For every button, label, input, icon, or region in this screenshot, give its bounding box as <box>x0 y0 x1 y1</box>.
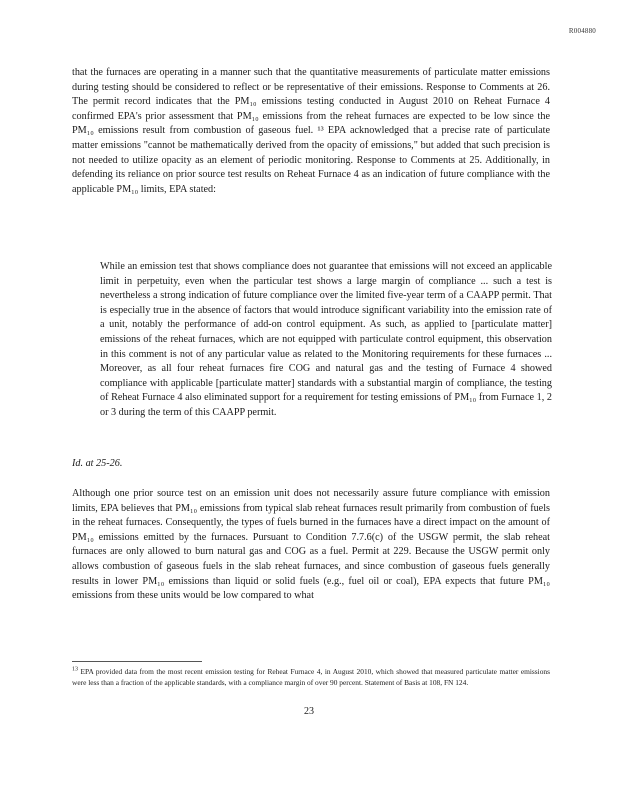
bates-number: R004880 <box>568 27 596 35</box>
footnote-text: EPA provided data from the most recent emission testing for Reheat Furnace 4, in August 2010, which showed that measured particulate matter emissions were less than a fraction of the applicable standards, with a compliance margin of over 90 percent. Statement of Basis at 108, FN 124. <box>72 667 550 687</box>
footnote-13 <box>72 667 550 688</box>
body-paragraph-2: Although one prior source test on an emission unit does not necessarily assure future compliance with emission limits, EPA believes that PM₁₀ emissions from typical slab reheat furnaces result primarily from combustion of fuels in the reheat furnaces. Consequently, the types of fuels burned in the furnaces have a direct impact on the amount of PM₁₀ emissions emitted by the furnaces. Pursuant to Condition 7.7.6(c) of the USGW permit, the slab reheat furnaces are only allowed to burn natural gas and COG as a fuel. Permit at 229. Because the USGW permit only allows combustion of gaseous fuels in the slab reheat furnaces, and since combustion of gaseous fuels generally results in lower PM₁₀ emissions than liquid or solid fuels (e.g., fuel oil or coal), EPA expects that future PM₁₀ emissions from these units would be low compared to what <box>72 488 550 602</box>
quote-citation <box>72 458 122 469</box>
footnote-separator <box>72 661 202 662</box>
citation-text: Id. at 25-26. <box>72 458 123 469</box>
page-number: 23 <box>304 706 314 717</box>
body-paragraph-1: that the furnaces are operating in a manner such that the quantitative measurements of particulate matter emissions during testing should be considered to reflect or be representative of their emissions. Response to Comments at 26. The permit record indicates that the PM₁₀ emissions testing conducted in August 2010 on Reheat Furnace 4 confirmed EPA's prior assessment that PM₁₀ emissions from the reheat furnaces are expected to be low since the PM₁₀ emissions result from combustion of gaseous fuel. ¹³ EPA acknowledged that a precise rate of particulate matter emissions "cannot be mathematically derived from the opacity of emissions," but added that such precision is not needed to utilize opacity as an element of periodic monitoring. Response to Comments at 25. Additionally, in defending its reliance on prior source test results on Reheat Furnace 4 as an indication of future compliance with the applicable PM₁₀ limits, EPA stated: <box>72 67 550 195</box>
footnote-marker: 13 <box>72 666 78 673</box>
block-quote: While an emission test that shows compliance does not guarantee that emissions will not exceed an applicable limit in perpetuity, even when the particular test shows a large margin of compliance ... such a test is nevertheless a strong indication of future compliance over the limited five-year term of a CAAPP permit. That is especially true in the absence of factors that would introduce significant variability into the emission rate of a unit, notably the performance of add-on control equipment. As such, as applied to [particulate matter] emissions of the reheat furnaces, which are not equipped with particulate control equipment, this observation in this comment is not of any particular value as related to the Monitoring requirements for these furnaces ... Moreover, as all four reheat furnaces fire COG and natural gas and the testing of Furnace 4 showed compliance with applicable [particulate matter] standards with a substantial margin of compliance, the testing of Reheat Furnace 4 also eliminated support for a requirement for testing emissions of PM₁₀ from Furnace 1, 2 or 3 during the term of this CAAPP permit. <box>100 261 552 418</box>
